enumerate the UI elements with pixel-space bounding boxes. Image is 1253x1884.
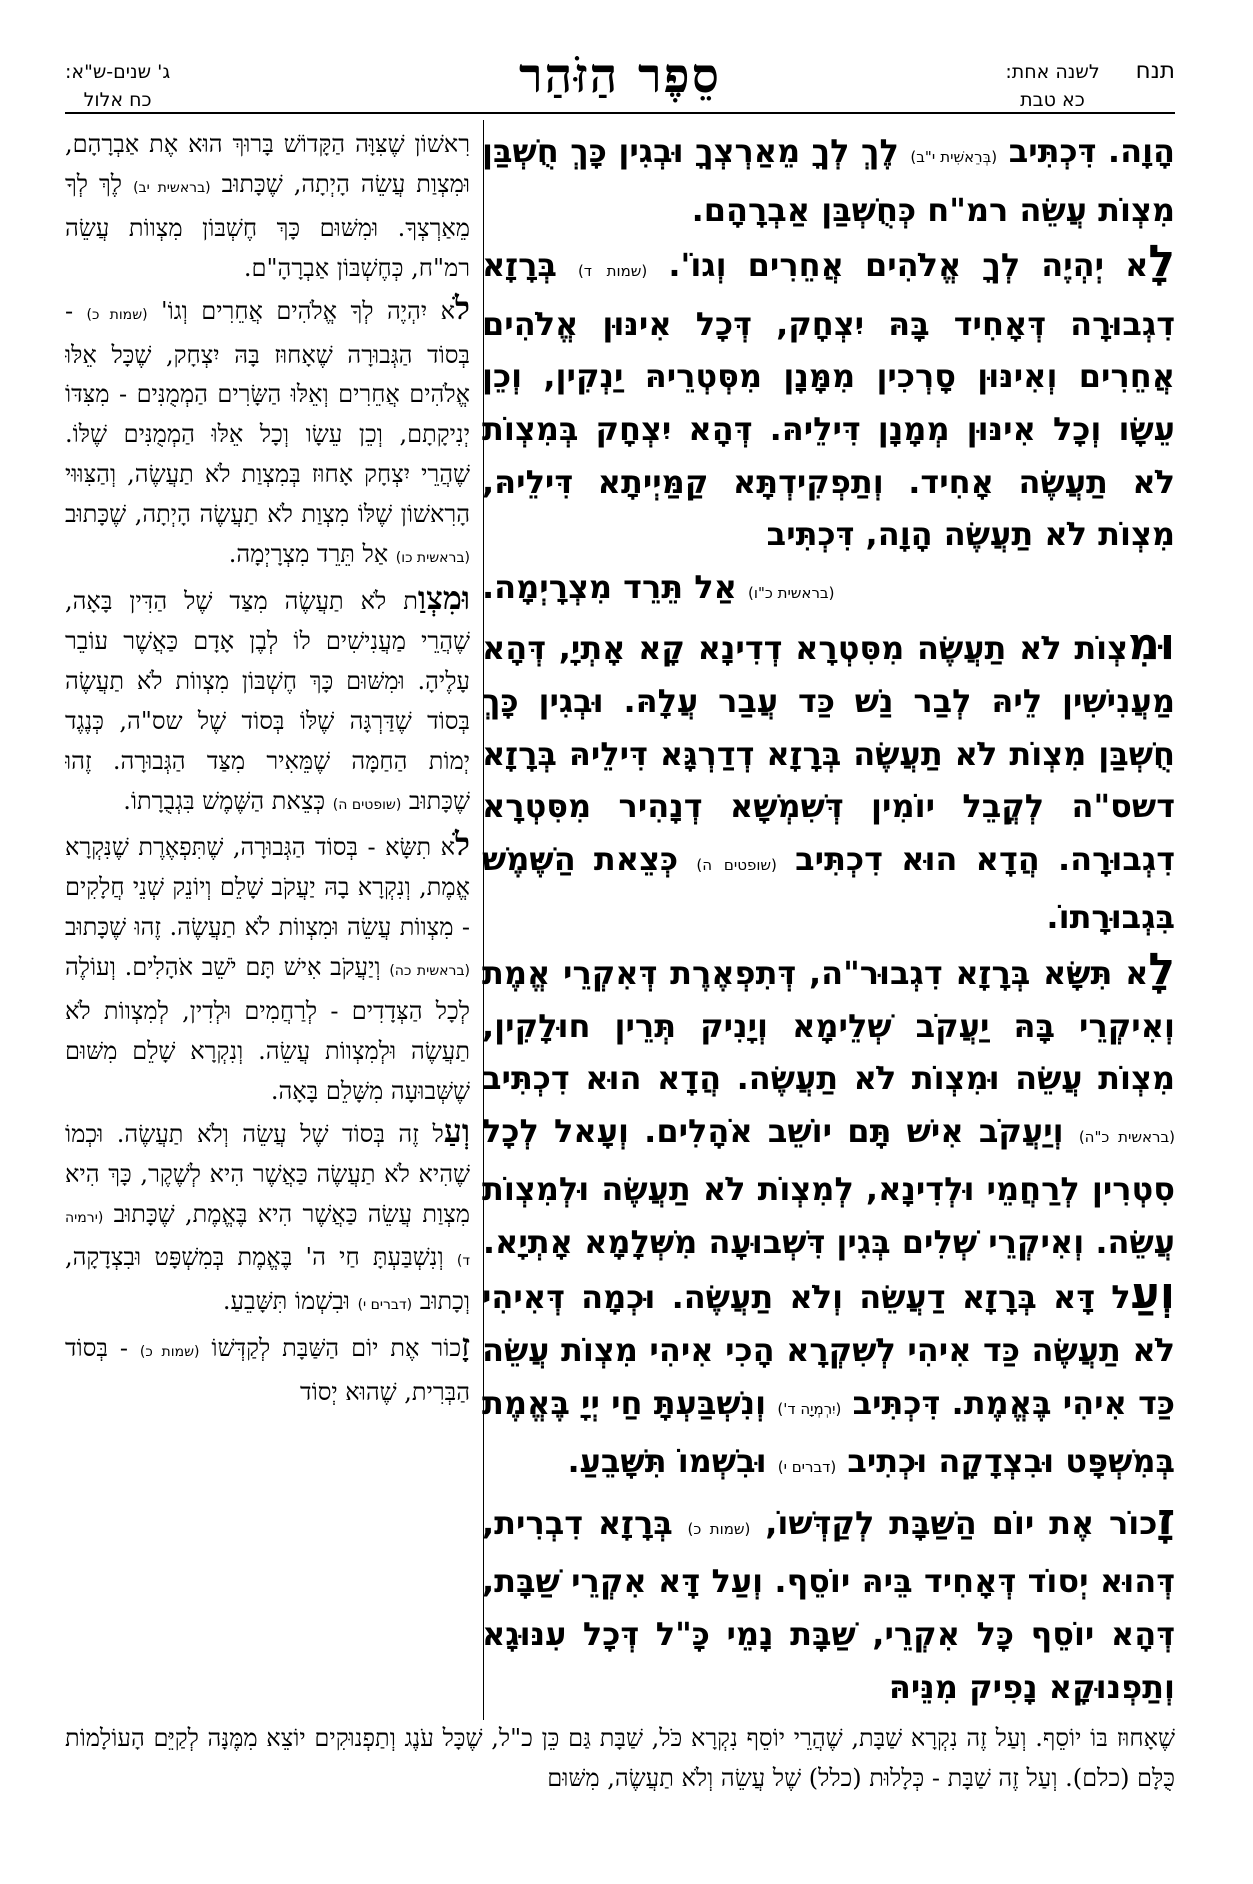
citation: (שמות כ) bbox=[86, 306, 148, 323]
paragraph-text: כְּצֵאת הַשֶּׁמֶשׁ בִּגְבוּרָתוֹ. bbox=[482, 839, 1175, 937]
main-paragraph bbox=[482, 236, 1175, 561]
citation: (בְּרֵאשִׁית י"ב) bbox=[910, 148, 998, 166]
paragraph-text: צְוֹת לֹא תַעֲשֶׂה מִסִּטְרָא דְדִינָא קָא אָתְיָ, דְּהָא מַעֲנִישִׁין לֵיהּ לְבַר נַשׁ כַּד עֲבַר עֲלָהּ. וּבְגִין כָּךְ חֻשְׁבַּן מִצְוֹת לֹא תַעֲשֶׂה בְּרָזָא דְדַרְגָּא דִּילֵיהּ בְּרָזָא דשס"ה לְקֳבֵל יוֹמִין דְּשִׁמְשָׁא דְנָהִיר מִסִּטְרָא דִגְבוּרָה. הֲדָא הוּא דִכְתִּיב bbox=[482, 629, 1175, 878]
drop-initial: וְעַ bbox=[1130, 1268, 1175, 1320]
three-years-label: ג' שנים-ש"א: bbox=[65, 61, 171, 83]
page-number: תנח bbox=[1135, 58, 1175, 84]
citation: (שופטים ה) bbox=[696, 855, 777, 874]
citation: (בראשית כה) bbox=[389, 963, 470, 980]
paragraph-text: א תִשָּׂא - בְּסוֹד הַגְּבוּרָה, שֶׁתִּפְאֶרֶת שֶׁנִּקְרָא אֱמֶת, וְנִקְרָא בָהּ יַעֲקֹב שָׁלֵם וְיוֹנֵק שְׁנֵי חֲלָקִים - מִצְווֹת עֲשֵׂה וּמִצְווֹת לֹא תַעֲשֶׂה. זֶהוּ שֶׁכָּתוּב bbox=[65, 833, 470, 942]
main-paragraph bbox=[482, 619, 1175, 944]
drop-initial: וּמִצְוַ bbox=[417, 578, 470, 617]
citation: (דברים י) bbox=[357, 1297, 413, 1314]
main-text-column bbox=[482, 125, 1175, 1715]
paragraph-text: - בְּסוֹד הַבְּרִית, שֶׁהוּא יְסוֹד bbox=[65, 1334, 470, 1407]
paragraph-text: וְיַעֲקֹב אִישׁ תָּם יֹשֵׁב אֹהָלִים. וְעוֹלֶה לְכָל הַצְּדָדִים - לְרַחֲמִים וּלְדִין, לְמִצְווֹת לֹא תַעֲשֶׂה וּלְמִצְווֹת עֲשֵׂה. וְנִקְרָא שָׁלֵם מִשּׁוּם שֶׁשְּׁבוּעָה מִשָּׁלֵם בָּאָה. bbox=[65, 953, 470, 1105]
translation-paragraph bbox=[65, 825, 470, 1111]
citation: (דברים י) bbox=[777, 1458, 837, 1477]
paragraph-text: א יְהְיֶה לְךָ אֱלֹהִים אֲחֵרִים וְגוֹ'. bbox=[668, 246, 1149, 285]
paragraph-text: כוֹר אֶת יוֹם הַשַּׁבָּת לְקַדְּשׁוֹ, bbox=[765, 1503, 1158, 1542]
paragraph-text: וְנִשְׁבַּעְתָּ חַי יְיָ בֶּאֱמֶת בְּמִשְׁפָּט וּבִצְדָקָה וּכְתִיב bbox=[482, 1383, 1175, 1481]
footer-continuation bbox=[65, 1718, 1175, 1798]
drop-initial: זָ bbox=[1157, 1493, 1175, 1545]
drop-initial: וְעַ bbox=[443, 1111, 470, 1150]
page-header bbox=[65, 48, 1175, 116]
drop-initial: לָ bbox=[1148, 943, 1175, 995]
main-paragraph bbox=[482, 125, 1175, 236]
translation-paragraph bbox=[65, 1326, 470, 1413]
three-years-schedule bbox=[65, 58, 170, 114]
paragraph-text: לֶךְ לְךָ מֵאַרְצְךָ וּבְגִין כָּךְ חֻשְׁבַּן מִצְוֹת עֲשֵׂה רמ"ח כְּחֻשְׁבַּן אַבְרָהָם. bbox=[482, 132, 1175, 229]
drop-initial: לֹ bbox=[454, 288, 470, 327]
citation: (יִרְמְיָה ד') bbox=[777, 1399, 842, 1418]
paragraph-text: וּבִשְׁמוֹ תִּשָּׁבֵעַ. bbox=[222, 1287, 350, 1316]
drop-initial: לָ bbox=[1148, 236, 1175, 288]
translation-paragraph bbox=[65, 579, 470, 825]
paragraph-text: ל דָּא בְּרָזָא דַעֲשֵׂה וְלֹא תַעֲשֶׂה. וּכְמָה דְּאִיהִי לֹא תַעֲשֶׂה כַּד אִיהִי לְשִׁקְרָא הָכִי אִיהִי מִצְוֹת עֲשֵׂה כַּד אִיהִי בֶּאֱמֶת. דִּכְתִּיב bbox=[482, 1278, 1175, 1422]
translation-column bbox=[65, 125, 470, 1715]
main-paragraph bbox=[482, 944, 1175, 1269]
header-divider bbox=[65, 112, 1175, 114]
paragraph-text: הָוָה. דִּכְתִּיב bbox=[1008, 132, 1175, 170]
citation: (שמות כ) bbox=[139, 1344, 200, 1361]
paragraph-text: א יִהְיֶה לְךָ אֱלֹהִים אֲחֵרִים וְגוֹ' bbox=[161, 296, 455, 325]
citation: (בראשית כ"ה) bbox=[1078, 1127, 1175, 1146]
drop-initial: וּמִ bbox=[1128, 619, 1175, 671]
paragraph-text: אַל תֵּרֵד מִצְרָיְמָה. bbox=[228, 540, 389, 569]
footer-text: שֶׁאָחוּז בּוֹ יוֹסֵף. וְעַל זֶה נִקְרָא שַׁבָּת, שֶׁהֲרֵי יוֹסֵף נִקְרָא כֹּל, שַׁבָּת גַּם כֵּן כ"ל, שֶׁכָּל עֹנֶג וְתַפְנוּקִים יוֹצֵא מִמֶּנָּה לְקַיֵּם הָעוֹלָמוֹת כֻּלָּם (כלם). וְעַל זֶה שַׁבָּת - כְּלָלוּת (כלל) שֶׁל עֲשֵׂה וְלֹא תַעֲשֶׂה, מִשּׁוּם bbox=[65, 1724, 1175, 1792]
drop-initial: זָ bbox=[461, 1326, 470, 1365]
paragraph-text: רִאשׁוֹן שֶׁצִּוָּה הַקָּדוֹשׁ בָּרוּךְ הוּא אֶת אַבְרָהָם, וּמִצְוַת עֲשֵׂה הָיְתָה, שֶׁכָּתוּב bbox=[65, 130, 470, 198]
translation-paragraph bbox=[65, 125, 470, 289]
citation: (שמות כ) bbox=[687, 1519, 751, 1538]
one-year-label: לשנה אחת: bbox=[1005, 61, 1100, 83]
citation: (בראשית יב) bbox=[133, 179, 211, 196]
paragraph-text: וּבִשְׁמוֹ תִּשָּׁבֵעַ. bbox=[567, 1442, 767, 1481]
citation: (בראשית כ"ו) bbox=[748, 583, 835, 602]
paragraph-text: בְּרָזָא דִבְרִית, דְּהוּא יְסוֹד דְּאָחִיד בֵּיהּ יוֹסֵף. וְעַל דָּא אִקְרֵי שַׁבָּת, דְּהָא יוֹסֵף כָּל אִקְרֵי, שַׁבָּת נָמֵי כָּ"ל דְּכָל עִנּוּגָא וְתַפְנוּקָא נָפִיק מִנֵּיהּ bbox=[482, 1503, 1175, 1706]
translation-paragraph bbox=[65, 1112, 470, 1327]
translation-paragraph bbox=[65, 289, 470, 579]
paragraph-text: כְּצֵאת הַשֶּׁמֶשׁ בִּגְבֻרָתוֹ. bbox=[123, 786, 326, 815]
citation: (שופטים ה) bbox=[332, 796, 402, 813]
main-paragraph bbox=[482, 1494, 1175, 1713]
paragraph-text: לֶךְ לְךָ מֵאַרְצְךָ. וּמִשּׁוּם כָּךְ חֶשְׁבּוֹן מִצְווֹת עֲשֵׂה רמ"ח, כְּחֶשְׁבּוֹן אַבְרָהָ"ם. bbox=[65, 169, 470, 282]
paragraph-text: כוֹר אֶת יוֹם הַשַּׁבָּת לְקַדְּשׁוֹ bbox=[211, 1334, 462, 1363]
column-divider bbox=[483, 120, 484, 1720]
main-paragraph bbox=[482, 1268, 1175, 1493]
main-paragraph bbox=[482, 561, 1175, 620]
paragraph-text: אַל תֵּרֵד מִצְרָיְמָה. bbox=[482, 567, 737, 606]
book-title: סֵפֶר הַזֹּהַר bbox=[519, 48, 721, 104]
paragraph-text: ל זֶה בְּסוֹד שֶׁל עֲשֵׂה וְלֹא תַעֲשֶׂה. וּכְמוֹ שֶׁהִיא לֹא תַעֲשֶׂה כַּאֲשֶׁר הִיא לְשֶׁקֶר, כָּךְ הִיא מִצְוַת עֲשֵׂה כַּאֲשֶׁר הִיא בֶּאֱמֶת, שֶׁכָּתוּב bbox=[65, 1119, 470, 1228]
paragraph-text: וְיַעֲקֹב אִישׁ תָּם יוֹשֵׁב אֹהָלִים. וְעָאל לְכָל סִטְרִין לְרַחֲמֵי וּלְדִינָא, לְמִצְוֹת לֹא תַעֲשֶׂה וּלְמִצְוֹת עֲשֵׂה. וְאִיקְרֵי שְׁלִים בְּגִין דִּשְׁבוּעָה מִשְּׁלָמָא אָתְיָא. bbox=[482, 1111, 1175, 1261]
citation: (ירמיה ד) bbox=[65, 1209, 470, 1270]
one-year-date: כא טבת bbox=[1020, 89, 1085, 111]
paragraph-text: וְנִשְׁבַּעְתָּ חַי ה' בֶּאֱמֶת בְּמִשְׁפָּט וּבִצְדָקָה, וְכָתוּב bbox=[65, 1243, 470, 1316]
paragraph-text: ת לֹא תַעֲשֶׂה מִצַּד שֶׁל הַדִּין בָּאָה, שֶׁהֲרֵי מַעֲנִישִׁים לוֹ לְבֶן אָדָם כַּאֲשֶׁר עוֹבֵר עָלֶיהָ. וּמִשּׁוּם כָּךְ חֶשְׁבּוֹן מִצְווֹת לֹא תַעֲשֶׂה בְּסוֹד שֶׁדַּרְגָּה שֶׁלּוֹ בְּסוֹד שֶׁל שס"ה, כְּנֶגֶד יְמוֹת הַחַמָּה שֶׁמֵּאִיר מִצַּד הַגְּבוּרָה. זֶהוּ שֶׁכָּתוּב bbox=[65, 586, 470, 815]
drop-initial: לֹ bbox=[455, 825, 470, 864]
paragraph-text: בְּרָזָא דִגְבוּרָה דְּאָחִיד בָּהּ יִצְחָק, דְּכָל אִינּוּן אֱלֹהִים אֲחֵרִים וְאִינּוּן סָרְכִין מִמָּנָן מִסְּטְרֵיהּ יַנְקִין, וְכֵן עֵשָׂו וְכָל אִינּוּן מְמָנָן דִּילֵיהּ. דְּהָא יִצְחָק בְּמִצְוֹת לֹא תַעֲשֶׂה אָחִיד. וְתַפְקִידְתָּא קַמַּיְיתָא דִּילֵיהּ, מִצְוֹת לֹא תַעֲשֶׂה הָוָה, דִּכְתִּיב bbox=[482, 246, 1175, 554]
citation: (בראשית כו) bbox=[395, 550, 470, 567]
paragraph-text: - בְּסוֹד הַגְּבוּרָה שֶׁאָחוּז בָּהּ יִצְחָק, שֶׁכָּל אֵלּוּ אֱלֹהִים אֲחֵרִים וְאֵלּוּ הַשָּׂרִים הַמְמֻנִּים - מִצִּדּוֹ יְנִיקָתָם, וְכֵן עֵשָׂו וְכָל אֵלּוּ הַמְמֻנִּים שֶׁלּוֹ. שֶׁהֲרֵי יִצְחָק אָחוּז בְּמִצְוַת לֹא תַעֲשֶׂה, וְהַצִּוּוּי הָרִאשׁוֹן שֶׁלּוֹ מִצְוַת לֹא תַעֲשֶׂה הָיְתָה, שֶׁכָּתוּב bbox=[65, 296, 470, 529]
paragraph-text: א תִּשָּׂא בְּרָזָא דִגְבוּר"ה, דְּתִפְאֶרֶת דְּאִקְרֵי אֱמֶת וְאִיקְרֵי בָּהּ יַעֲקֹב שְׁלֵימָא וְיָנִיק תְּרֵין חוּלָקִין, מִצְוֹת עֲשֵׂה וּמִצְוֹת לֹא תַעֲשֶׂה. הֲדָא הוּא דִכְתִּיב bbox=[482, 953, 1175, 1098]
three-years-date: כח אלול bbox=[83, 89, 152, 111]
citation: (שמות ד) bbox=[577, 262, 648, 281]
